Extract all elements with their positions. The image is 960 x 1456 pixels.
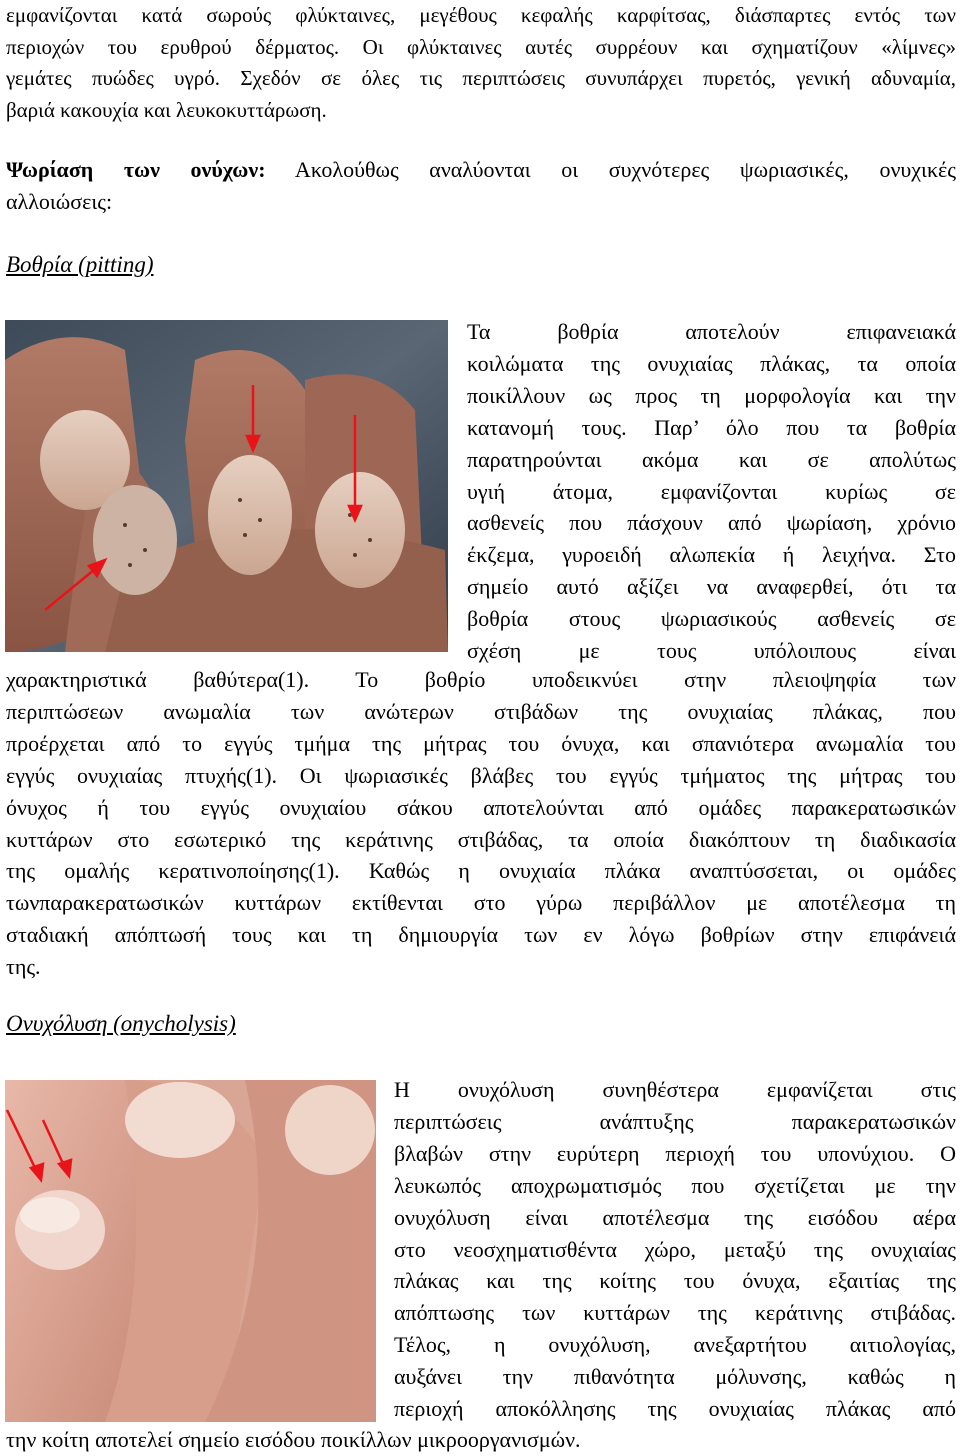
intro-paragraph <box>6 0 956 126</box>
onycholysis-side-text <box>394 1074 956 1425</box>
onycholysis-line: πλάκας και της κοίτης του όνυχα, εξαιτίας της <box>394 1268 956 1294</box>
onycholysis-last-line <box>6 1424 956 1456</box>
pitting-full-line: σταδιακή απόπτωσή τους και τη δημιουργία των εν λόγω βοθρίων στην επιφάνειά <box>6 922 956 948</box>
pitting-full-line: όνυχος ή του εγγύς ονυχιαίου σάκου αποτελούνται από ομάδες παρακερατωσικών <box>6 794 956 820</box>
onycholysis-line: απόπτωσης των κυττάρων της κεράτινης στιβάδας. <box>394 1300 956 1326</box>
onycholysis-line: περιπτώσεις ανάπτυξης παρακερατωσικών <box>394 1108 956 1134</box>
pitting-full-line: της ομαλής κερατινοποίησης(1). Καθώς η ονυχιαία πλάκα αναπτύσσεται, οι ομάδες <box>6 858 956 884</box>
nail-psoriasis-text: Ακολούθως αναλύονται οι συχνότερες ψωριασικές, ονυχικές <box>265 157 956 182</box>
pitting-line: σχέση με τους υπόλοιπους είναι <box>467 638 956 664</box>
pitting-line: κοιλώματα της ονυχιαίας πλάκας, τα οποία <box>467 350 956 376</box>
pitting-line: ασθενείς που πάσχουν από ψωρίαση, χρόνιο <box>467 510 956 536</box>
onycholysis-full-line: την κοίτη αποτελεί σημείο εισόδου ποικίλλων μικροοργανισμών. <box>6 1427 581 1452</box>
intro-line: βαριά κακουχία και λευκοκυττάρωση. <box>6 97 327 122</box>
intro-line: περιοχών του ερυθρού δέρματος. Οι φλύκταινες αυτές συρρέουν και σχηματίζουν «λίμνες» <box>6 34 956 59</box>
onycholysis-line: ονυχόλυση είναι αποτέλεσμα της εισόδου αέρα <box>394 1204 956 1230</box>
pitting-line: βοθρία στους ψωριασικούς ασθενείς σε <box>467 606 956 632</box>
pitting-side-text <box>467 316 956 667</box>
intro-line: γεμάτες πυώδες υγρό. Σχεδόν σε όλες τις περιπτώσεις συνυπάρχει πυρετός, γενική αδυναμία, <box>6 66 956 91</box>
onycholysis-line: στο νεοσχηματισθέντα χώρο, μεταξύ της ονυχιαίας <box>394 1236 956 1262</box>
pitting-full-text <box>6 664 956 983</box>
pitting-full-line: κυττάρων στο εσωτερικό της κεράτινης στιβάδας, τα οποία διακόπτουν τη διαδικασία <box>6 826 956 852</box>
intro-line: εμφανίζονται κατά σωρούς φλύκταινες, μεγέθους κεφαλής καρφίτσας, διάσπαρτες εντός των <box>6 3 956 27</box>
nail-psoriasis-label: Ψωρίαση των ονύχων: <box>6 157 266 182</box>
pitting-full-line: χαρακτηριστικά βαθύτερα(1). Το βοθρίο υποδεικνύει στην πλειοψηφία των <box>6 667 956 692</box>
pitting-line: υγιή άτομα, εμφανίζονται κυρίως σε <box>467 478 956 504</box>
pitting-full-line: εγγύς ονυχιαίας πτυχής(1). Οι ψωριασικές βλάβες του εγγύς τμήματος της μήτρας του <box>6 762 956 788</box>
onycholysis-photo <box>5 1080 376 1422</box>
pitting-line: σημείο αυτό αξίζει να αναφερθεί, ότι τα <box>467 574 956 600</box>
pitting-line: έκζεμα, γυροειδή αλωπεκία ή λειχήνα. Στο <box>467 542 956 568</box>
pitting-full-line: τωνπαρακερατωσικών κυττάρων εκτίθενται στο γύρω περιβάλλον με αποτέλεσμα τη <box>6 890 956 916</box>
nail-psoriasis-intro <box>6 154 956 218</box>
nail-psoriasis-line <box>6 154 956 186</box>
pitting-heading: Βοθρία (pitting) <box>6 252 154 277</box>
onycholysis-line: Η ονυχόλυση συνηθέστερα εμφανίζεται στις <box>394 1077 956 1102</box>
pitting-line: κατανομή τους. Παρ’ όλο που τα βοθρία <box>467 414 956 440</box>
pitting-full-line: προέρχεται από το εγγύς τμήμα της μήτρας του όνυχα, και σπανιότερα ανωμαλία του <box>6 730 956 756</box>
onycholysis-line: βλαβών στην ευρύτερη περιοχή του υπονύχιου. Ο <box>394 1140 956 1166</box>
onycholysis-line: περιοχή αποκόλλησης της ονυχιαίας πλάκας από <box>394 1396 956 1422</box>
pitting-line: παρατηρούνται ακόμα και σε απολύτως <box>467 446 956 472</box>
pitting-line: Τα βοθρία αποτελούν επιφανειακά <box>467 319 956 344</box>
nail-psoriasis-line: αλλοιώσεις: <box>6 188 113 214</box>
pitting-line: ποικίλλουν ως προς τη μορφολογία και την <box>467 382 956 408</box>
onycholysis-line: αυξάνει την πιθανότητα μόλυνσης, καθώς η <box>394 1364 956 1390</box>
pitting-full-line: της. <box>6 954 41 980</box>
onycholysis-line: Τέλος, η ονυχόλυση, ανεξαρτήτου αιτιολογίας, <box>394 1332 956 1358</box>
onycholysis-line: λευκωπός αποχρωματισμός που σχετίζεται με την <box>394 1172 956 1198</box>
pitting-photo <box>5 320 448 652</box>
pitting-full-line: περιπτώσεων ανωμαλία των ανώτερων στιβάδων της ονυχιαίας πλάκας, που <box>6 698 956 724</box>
onycholysis-heading: Ονυχόλυση (onycholysis) <box>6 1011 236 1036</box>
